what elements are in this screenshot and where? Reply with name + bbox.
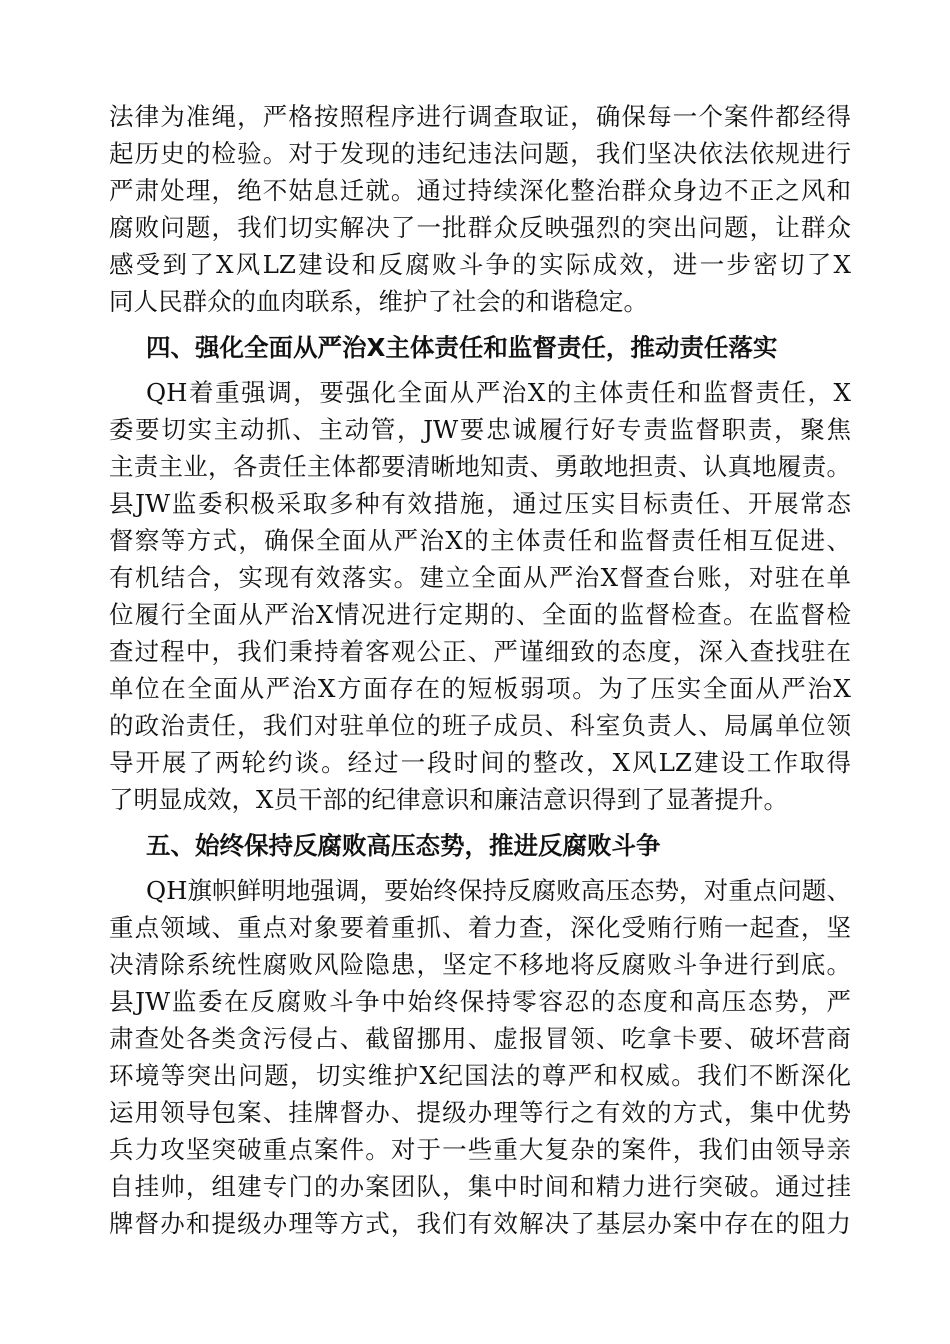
paragraph-1 xyxy=(109,98,851,320)
text-line: QH旗帜鲜明地强调，要始终保持反腐败高压态势，对重点问题、 xyxy=(146,876,851,905)
text-line: 牌督办和提级办理等方式，我们有效解决了基层办案中存在的阻力 xyxy=(109,1209,851,1238)
text-line: 导开展了两轮约谈。经过一段时间的整改，X风LZ建设工作取得 xyxy=(109,748,851,777)
text-line: 起历史的检验。对于发现的违纪违法问题，我们坚决依法依规进行 xyxy=(109,139,851,168)
text-line: 法律为准绳，严格按照程序进行调查取证，确保每一个案件都经得 xyxy=(109,102,851,131)
text-line: 肃查处各类贪污侵占、截留挪用、虚报冒领、吃拿卡要、破坏营商 xyxy=(109,1024,851,1053)
text-line: 了明显成效，X员干部的纪律意识和廉洁意识得到了显著提升。 xyxy=(109,785,788,814)
text-line: 重点领域、重点对象要着重抓、着力查，深化受贿行贿一起查，坚 xyxy=(109,913,851,942)
text-line: 委要切实主动抓、主动管，JW要忠诚履行好专责监督职责，聚焦 xyxy=(109,415,851,444)
section-heading-5: 五、始终保持反腐败高压态势，推进反腐败斗争 xyxy=(146,831,661,860)
paragraph-3 xyxy=(109,872,851,1242)
text-line: 运用领导包案、挂牌督办、提级办理等行之有效的方式，集中优势 xyxy=(109,1098,851,1127)
text-line: 自挂帅，组建专门的办案团队，集中时间和精力进行突破。通过挂 xyxy=(109,1172,851,1201)
text-line: 县JW监委在反腐败斗争中始终保持零容忍的态度和高压态势，严 xyxy=(109,987,851,1016)
text-line: 同人民群众的血肉联系，维护了社会的和谐稳定。 xyxy=(109,287,648,316)
text-line: 主责主业，各责任主体都要清晰地知责、勇敢地担责、认真地履责。 xyxy=(109,452,851,481)
text-line: 严肃处理，绝不姑息迁就。通过持续深化整治群众身边不正之风和 xyxy=(109,176,851,205)
text-line: 感受到了X风LZ建设和反腐败斗争的实际成效，进一步密切了X xyxy=(109,250,851,279)
text-line: 单位在全面从严治X方面存在的短板弱项。为了压实全面从严治X xyxy=(109,674,851,703)
text-line: 有机结合，实现有效落实。建立全面从严治X督查台账，对驻在单 xyxy=(109,563,851,592)
text-line: QH着重强调，要强化全面从严治X的主体责任和监督责任，X xyxy=(146,378,851,407)
text-line: 查过程中，我们秉持着客观公正、严谨细致的态度，深入查找驻在 xyxy=(109,637,851,666)
text-line: 环境等突出问题，切实维护X纪国法的尊严和权威。我们不断深化 xyxy=(109,1061,851,1090)
text-line: 兵力攻坚突破重点案件。对于一些重大复杂的案件，我们由领导亲 xyxy=(109,1135,851,1164)
text-line: 腐败问题，我们切实解决了一批群众反映强烈的突出问题，让群众 xyxy=(109,213,851,242)
document-body xyxy=(109,98,851,1242)
text-line: 决清除系统性腐败风险隐患，坚定不移地将反腐败斗争进行到底。 xyxy=(109,950,851,979)
section-heading-4: 四、强化全面从严治X主体责任和监督责任，推动责任落实 xyxy=(146,333,778,362)
text-line: 县JW监委积极采取多种有效措施，通过压实目标责任、开展常态 xyxy=(109,489,851,518)
text-line: 的政治责任，我们对驻单位的班子成员、科室负责人、局属单位领 xyxy=(109,711,851,740)
paragraph-2 xyxy=(109,374,851,818)
text-line: 位履行全面从严治X情况进行定期的、全面的监督检查。在监督检 xyxy=(109,600,851,629)
text-line: 督察等方式，确保全面从严治X的主体责任和监督责任相互促进、 xyxy=(109,526,851,555)
